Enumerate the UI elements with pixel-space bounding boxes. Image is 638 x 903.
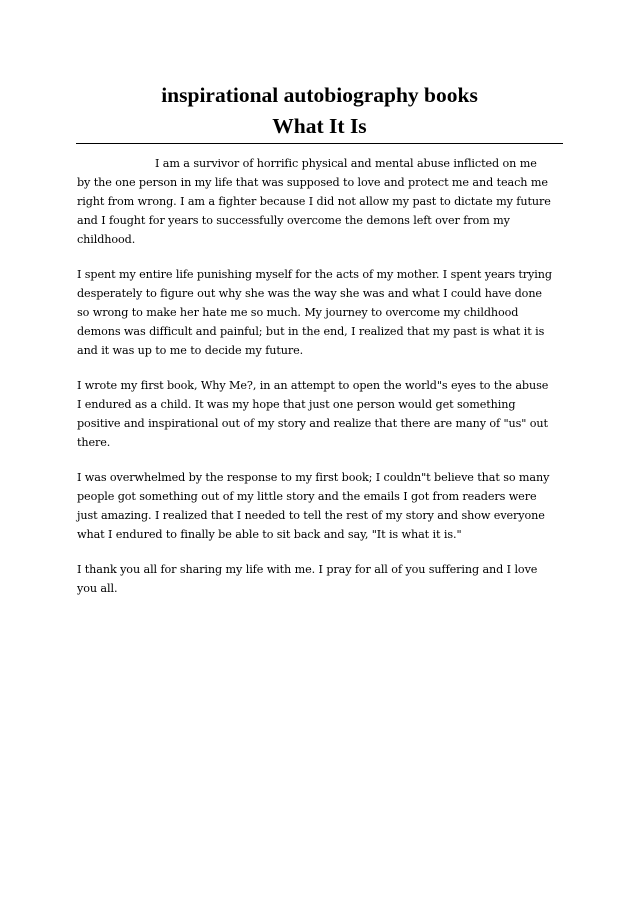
paragraph-1	[77, 154, 563, 249]
paragraph-line: what I endured to finally be able to sit back and say, "It is what it is."	[77, 528, 462, 541]
paragraph-line: and it was up to me to decide my future.	[77, 344, 304, 357]
paragraph-line: I thank you all for sharing my life with me. I pray for all of you suffering and I love	[77, 563, 538, 576]
paragraph-line: desperately to figure out why she was the way she was and what I could have done	[77, 287, 542, 300]
paragraph-line: there.	[77, 436, 111, 449]
paragraph-line: I was overwhelmed by the response to my first book; I couldn"t believe that so many	[77, 471, 550, 484]
paragraph-line: I endured as a child. It was my hope that just one person would get something	[77, 398, 516, 411]
document-title	[76, 80, 563, 142]
paragraph-line: childhood.	[77, 233, 136, 246]
paragraph-line: positive and inspirational out of my story and realize that there are many of "us" out	[77, 417, 548, 430]
paragraph-line: I wrote my first book, Why Me?, in an attempt to open the world"s eyes to the abuse	[77, 379, 549, 392]
paragraph-4	[77, 468, 563, 544]
paragraph-line: I am a survivor of horrific physical and mental abuse inflicted on me	[155, 157, 537, 170]
title-line-1: inspirational autobiography books	[161, 83, 478, 107]
paragraph-line: right from wrong. I am a fighter because I did not allow my past to dictate my future	[77, 195, 551, 208]
paragraph-2	[77, 265, 563, 360]
title-line-2: What It Is	[272, 114, 367, 138]
paragraph-line: demons was difficult and painful; but in the end, I realized that my past is what it is	[77, 325, 545, 338]
paragraph-3	[77, 376, 563, 452]
paragraph-line: I spent my entire life punishing myself for the acts of my mother. I spent years trying	[77, 268, 552, 281]
paragraph-line: people got something out of my little story and the emails I got from readers were	[77, 490, 537, 503]
document-body	[77, 154, 563, 614]
paragraph-line: by the one person in my life that was supposed to love and protect me and teach me	[77, 176, 548, 189]
paragraph-line: so wrong to make her hate me so much. My journey to overcome my childhood	[77, 306, 519, 319]
paragraph-line: you all.	[77, 582, 118, 595]
title-divider	[76, 143, 563, 144]
paragraph-line: and I fought for years to successfully overcome the demons left over from my	[77, 214, 510, 227]
paragraph-5	[77, 560, 563, 598]
paragraph-line: just amazing. I realized that I needed to tell the rest of my story and show everyone	[77, 509, 545, 522]
